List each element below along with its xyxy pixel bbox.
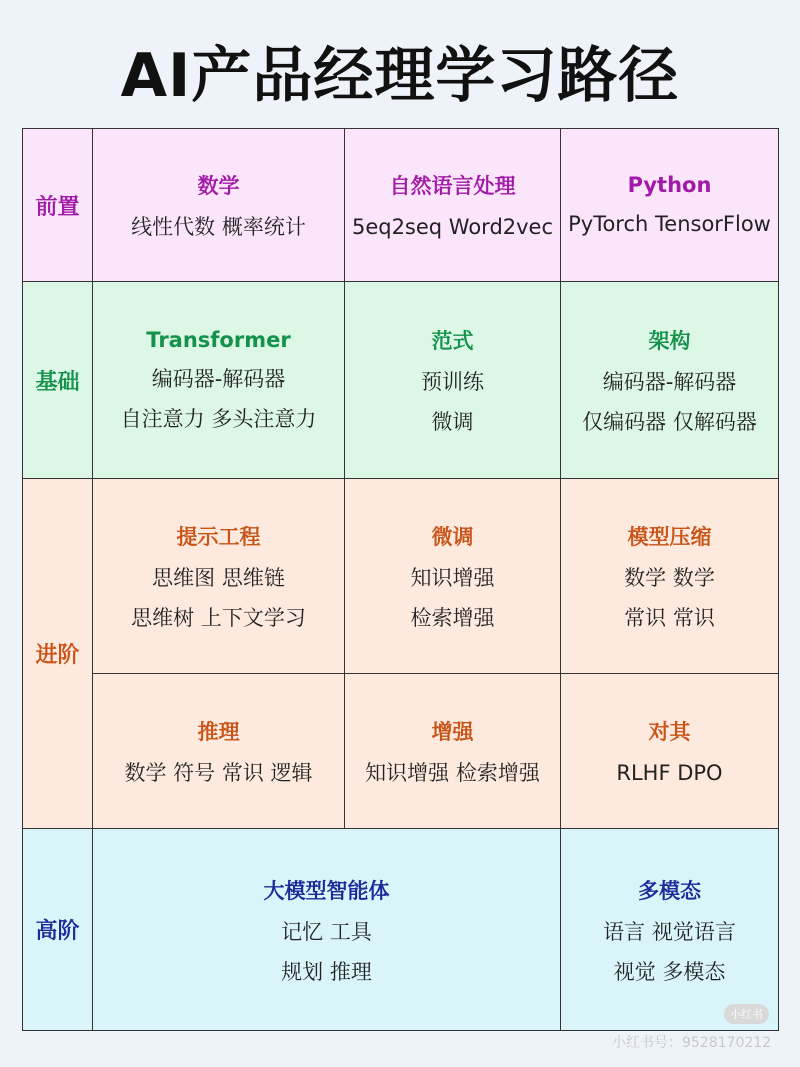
cell-heading: Transformer — [146, 328, 291, 352]
row-label-prerequisite: 前置 — [23, 129, 93, 282]
cell-heading: 推理 — [197, 720, 240, 744]
cell-heading: 自然语言处理 — [389, 174, 516, 198]
row-advanced-2 — [23, 674, 779, 829]
cell-heading: 模型压缩 — [627, 525, 712, 549]
cell-line: 记忆 工具 — [281, 919, 372, 944]
cell-line: 视觉 多模态 — [613, 959, 726, 984]
cell-line: 自注意力 多头注意力 — [120, 407, 317, 431]
cell-line: PyTorch TensorFlow — [568, 212, 771, 236]
cell-line: 思维图 思维链 — [152, 566, 285, 590]
cell-line: 知识增强 检索增强 — [365, 761, 540, 785]
cell-augmentation — [345, 674, 561, 829]
cell-heading: Python — [627, 173, 712, 197]
cell-heading: 多模态 — [638, 878, 701, 903]
row-basics — [23, 282, 779, 479]
cell-finetune — [345, 479, 561, 674]
cell-line: 知识增强 — [410, 566, 495, 590]
cell-heading: 数学 — [197, 174, 240, 198]
cell-paradigm — [345, 282, 561, 479]
cell-heading: 提示工程 — [176, 525, 261, 549]
cell-heading: 对其 — [648, 720, 691, 744]
cell-line: 检索增强 — [410, 606, 495, 630]
page-title: AI产品经理学习路径 — [120, 41, 680, 111]
cell-line: 语言 视觉语言 — [603, 919, 736, 944]
cell-math — [93, 129, 345, 282]
cell-alignment — [561, 674, 779, 829]
cell-python — [561, 129, 779, 282]
cell-line: 5eq2seq Word2vec — [351, 215, 554, 239]
cell-prompt-engineering — [93, 479, 345, 674]
cell-heading: 大模型智能体 — [263, 878, 390, 903]
cell-line: 预训练 — [421, 370, 484, 394]
cell-line: 思维树 上下文学习 — [131, 606, 306, 630]
cell-heading: 增强 — [431, 720, 474, 744]
watermark-badge: 小红书 — [724, 1004, 769, 1024]
cell-line: 编码器-解码器 — [602, 370, 737, 394]
cell-line: 线性代数 概率统计 — [131, 215, 306, 239]
cell-llm-agent — [93, 829, 561, 1031]
cell-heading: 微调 — [431, 525, 474, 549]
cell-line: 编码器-解码器 — [151, 367, 286, 391]
cell-line: RLHF DPO — [616, 761, 723, 785]
cell-transformer — [93, 282, 345, 479]
cell-reasoning — [93, 674, 345, 829]
cell-line: 常识 常识 — [624, 606, 715, 630]
cell-line: 规划 推理 — [281, 959, 372, 984]
cell-nlp — [345, 129, 561, 282]
cell-multimodal — [561, 829, 779, 1031]
cell-line: 仅编码器 仅解码器 — [582, 410, 757, 434]
cell-line: 数学 数学 — [624, 566, 715, 590]
cell-line: 微调 — [431, 410, 474, 434]
cell-heading: 范式 — [431, 329, 474, 353]
cell-model-compression — [561, 479, 779, 674]
cell-line: 数学 符号 常识 逻辑 — [124, 761, 313, 785]
row-expert — [23, 829, 779, 1031]
cell-heading: 架构 — [648, 329, 691, 353]
cell-architecture — [561, 282, 779, 479]
row-label-basics: 基础 — [23, 282, 93, 479]
row-label-advanced: 进阶 — [23, 479, 93, 829]
row-label-expert: 高阶 — [23, 829, 93, 1031]
learning-path-table — [22, 128, 779, 1031]
row-advanced — [23, 479, 779, 674]
watermark-text: 小红书号：9528170212 — [612, 1035, 772, 1051]
row-prerequisite — [23, 129, 779, 282]
